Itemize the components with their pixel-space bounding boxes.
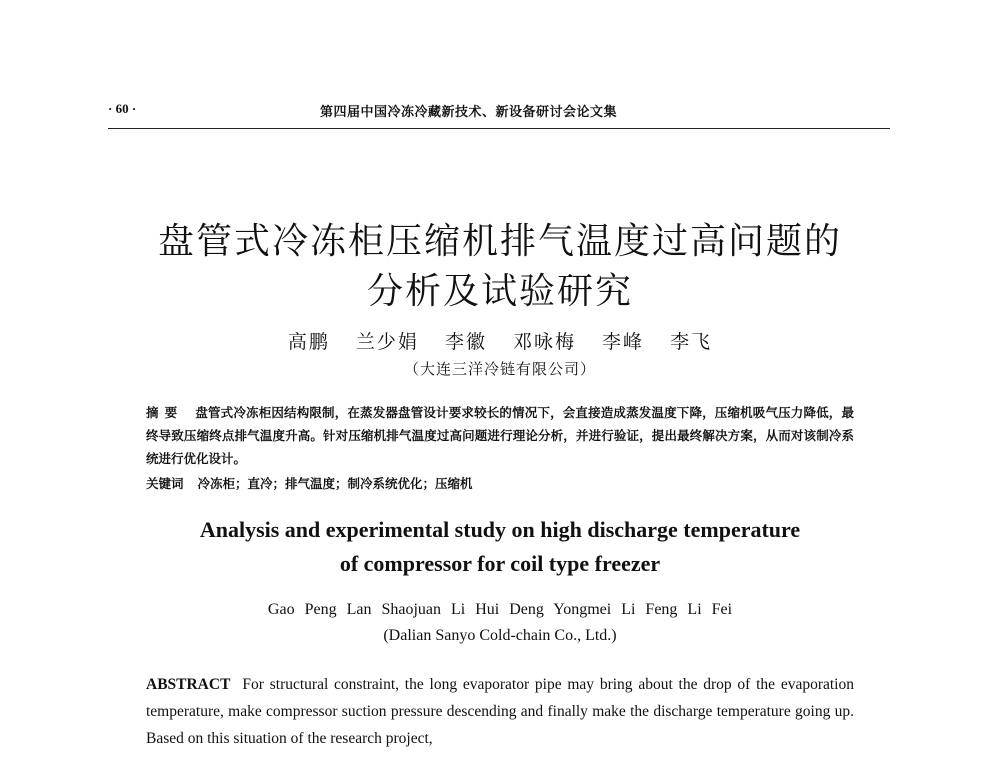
keywords-cn-text: 冷冻柜；直冷；排气温度；制冷系统优化；压缩机 bbox=[197, 476, 473, 491]
title-cn-line1: 盘管式冷冻柜压缩机排气温度过高问题的 bbox=[157, 221, 842, 262]
abstract-en bbox=[146, 671, 854, 752]
abstract-en-label: ABSTRACT bbox=[146, 676, 231, 693]
abstract-cn-label: 摘要 bbox=[146, 405, 184, 420]
authors-en: Gao Peng Lan Shaojuan Li Hui Deng Yongmei Li Feng Li Fei bbox=[267, 601, 733, 618]
abstract-cn bbox=[146, 401, 854, 470]
abstract-en-text: For structural constraint, the long evaporator pipe may bring about the drop of the evaporation temperature, make compressor suction pressure descending and finally make the discharge temperature going up. Based on this situation of the research project, bbox=[146, 676, 854, 747]
abstract-cn-text: 盘管式冷冻柜因结构限制，在蒸发器盘管设计要求较长的情况下，会直接造成蒸发温度下降，压缩机吸气压力降低，最终导致压缩终点排气温度升高。针对压缩机排气温度过高问题进行理论分析，并进行验证，提出最终解决方案，从而对该制冷系统进行优化设计。 bbox=[146, 405, 854, 466]
title-en-line2: of compressor for coil type freezer bbox=[339, 551, 661, 576]
keywords-cn-label: 关键词 bbox=[146, 476, 184, 491]
title-cn-line2: 分析及试验研究 bbox=[366, 271, 633, 312]
header-rule bbox=[108, 128, 890, 129]
affiliation-cn: （大连三洋冷链有限公司） bbox=[403, 360, 596, 378]
page-number: · 60 · bbox=[108, 101, 137, 116]
keywords-cn bbox=[146, 474, 854, 492]
authors-cn: 高鹏 兰少娟 李徽 邓咏梅 李峰 李飞 bbox=[287, 331, 713, 353]
title-en-line1: Analysis and experimental study on high discharge temperature bbox=[199, 517, 801, 542]
running-header: 第四届中国冷冻冷藏新技术、新设备研讨会论文集 bbox=[320, 105, 618, 120]
affiliation-en: (Dalian Sanyo Cold-chain Co., Ltd.) bbox=[383, 627, 617, 644]
